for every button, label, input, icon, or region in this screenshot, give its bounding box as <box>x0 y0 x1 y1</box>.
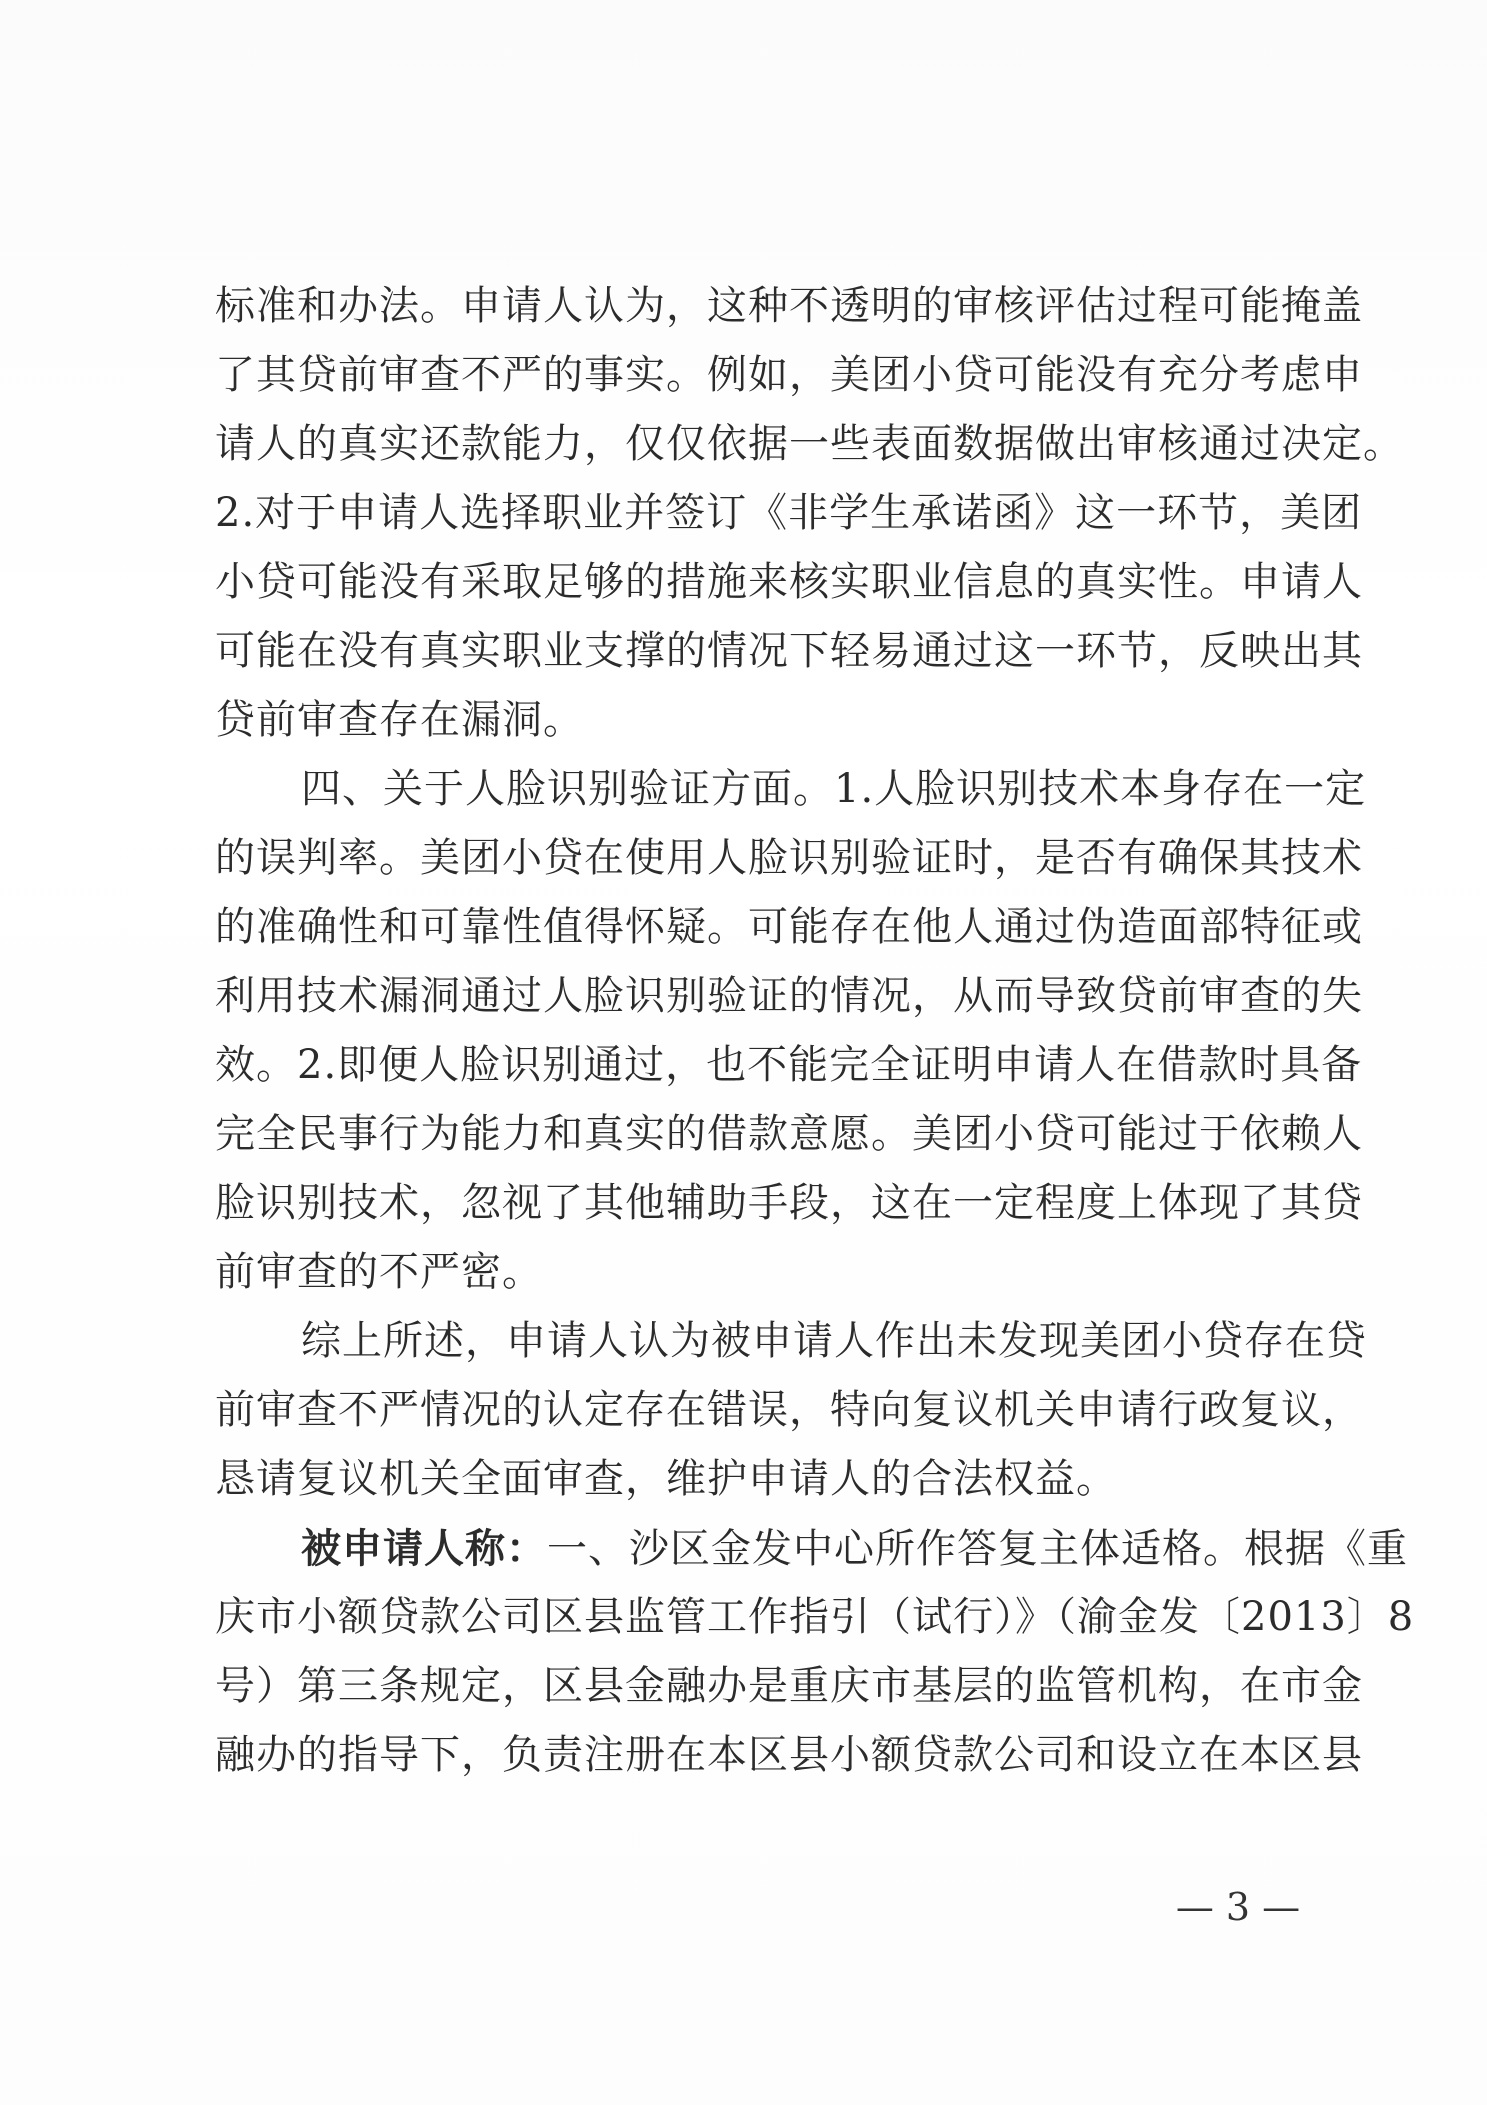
text-line: 小贷可能没有采取足够的措施来核实职业信息的真实性。申请人 <box>215 559 1363 605</box>
text-line: 可能在没有真实职业支撑的情况下轻易通过这一环节，反映出其 <box>215 628 1363 674</box>
text-line: 2.对于申请人选择职业并签订《非学生承诺函》这一环节，美团 <box>215 490 1363 536</box>
text-line: 脸识别技术，忽视了其他辅助手段，这在一定程度上体现了其贷 <box>215 1180 1363 1226</box>
respondent-paragraph-line <box>215 1514 1408 1583</box>
page-number: — 3 — <box>1175 1885 1301 1929</box>
text-line: 完全民事行为能力和真实的借款意愿。美团小贷可能过于依赖人 <box>215 1111 1363 1157</box>
text-line: 请人的真实还款能力，仅仅依据一些表面数据做出审核通过决定。 <box>215 421 1404 467</box>
text-line: 了其贷前审查不严的事实。例如，美团小贷可能没有充分考虑申 <box>215 352 1363 398</box>
text-line: 前审查不严情况的认定存在错误，特向复议机关申请行政复议， <box>215 1387 1363 1433</box>
text-line: 庆市小额贷款公司区县监管工作指引（试行）》（渝金发〔2013〕8 <box>215 1594 1415 1640</box>
text-line: 四、关于人脸识别验证方面。1.人脸识别技术本身存在一定 <box>301 766 1367 812</box>
text-line: 标准和办法。申请人认为，这种不透明的审核评估过程可能掩盖 <box>215 283 1363 329</box>
text-line: 综上所述，申请人认为被申请人作出未发现美团小贷存在贷 <box>301 1318 1367 1364</box>
text-line: 效。2.即便人脸识别通过，也不能完全证明申请人在借款时具备 <box>215 1042 1363 1088</box>
text-line: 的误判率。美团小贷在使用人脸识别验证时，是否有确保其技术 <box>215 835 1363 881</box>
text-line: 前审查的不严密。 <box>215 1249 543 1295</box>
text-line: 融办的指导下，负责注册在本区县小额贷款公司和设立在本区县 <box>215 1732 1363 1778</box>
respondent-heading: 被申请人称： <box>301 1525 547 1572</box>
body-text <box>215 272 1415 1790</box>
text-line: 的准确性和可靠性值得怀疑。可能存在他人通过伪造面部特征或 <box>215 904 1363 950</box>
text-line: 贷前审查存在漏洞。 <box>215 697 584 743</box>
text-line: 号）第三条规定，区县金融办是重庆市基层的监管机构，在市金 <box>215 1663 1363 1709</box>
text-fragment: 一、沙区金发中心所作答复主体适格。根据《重 <box>547 1526 1408 1572</box>
text-line: 利用技术漏洞通过人脸识别验证的情况，从而导致贷前审查的失 <box>215 973 1363 1019</box>
text-line: 恳请复议机关全面审查，维护申请人的合法权益。 <box>215 1456 1117 1502</box>
